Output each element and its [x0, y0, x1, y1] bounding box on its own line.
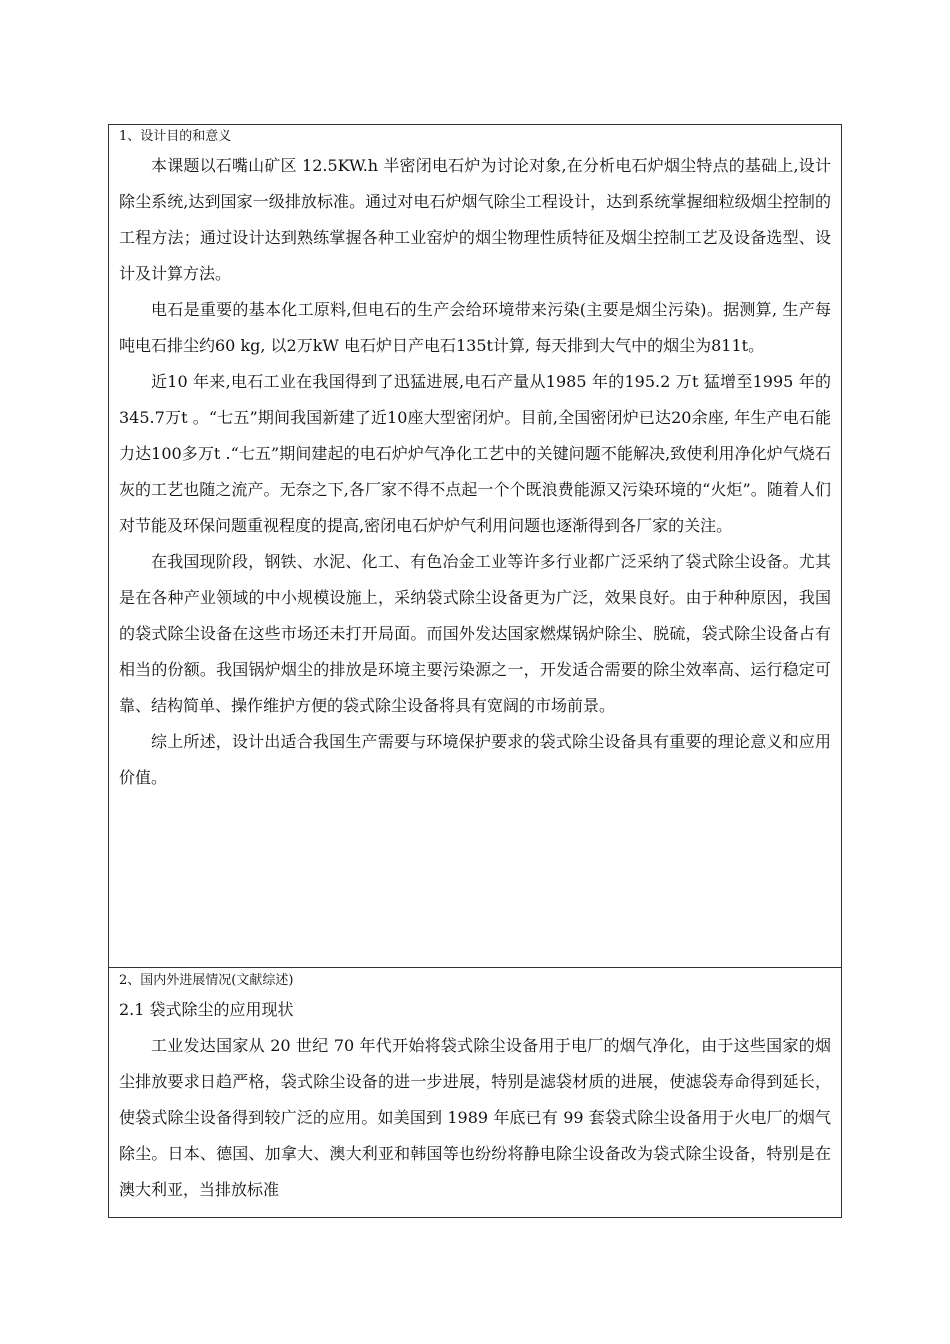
- paragraph: 综上所述，设计出适合我国生产需要与环境保护要求的袋式除尘设备具有重要的理论意义和应用价值。: [119, 732, 831, 787]
- report-table: [108, 124, 842, 1218]
- section-heading: 1、设计目的和意义: [119, 129, 232, 144]
- paragraph: 电石是重要的基本化工原料,但电石的生产会给环境带来污染(主要是烟尘污染)。据测算, 生产每吨电石排尘约60 kg, 以2万kW 电石炉日产电石135t计算, 每天排到大气中的烟尘为811t。: [119, 300, 831, 355]
- paragraph: 本课题以石嘴山矿区 12.5KW.h 半密闭电石炉为讨论对象,在分析电石炉烟尘特点的基础上,设计除尘系统,达到国家一级排放标准。通过对电石炉烟气除尘工程设计，达到系统掌握细粒级烟尘控制的工程方法；通过设计达到熟练掌握各种工业窑炉的烟尘物理性质特征及烟尘控制工艺及设备选型、设计及计算方法。: [119, 156, 831, 283]
- section-design-purpose: [109, 125, 841, 967]
- section-literature-review: [109, 967, 841, 1217]
- subsection-heading: 2.1 袋式除尘的应用现状: [119, 1000, 294, 1019]
- paragraph: 近10 年来,电石工业在我国得到了迅猛进展,电石产量从1985 年的195.2 万t 猛增至1995 年的345.7万t 。“七五”期间我国新建了近10座大型密闭炉。目前,全国密闭炉已达20余座, 年生产电石能力达100多万t .“七五”期间建起的电石炉炉气净化工艺中的关键问题不能解决,致使利用净化炉气烧石灰的工艺也随之流产。无奈之下,各厂家不得不点起一个个既浪费能源又污染环境的“火炬”。随着人们对节能及环保问题重视程度的提高,密闭电石炉炉气利用问题也逐渐得到各厂家的关注。: [119, 372, 831, 535]
- section-heading: 2、国内外进展情况(文献综述): [119, 973, 294, 988]
- paragraph: 工业发达国家从 20 世纪 70 年代开始将袋式除尘设备用于电厂的烟气净化，由于这些国家的烟尘排放要求日趋严格，袋式除尘设备的进一步进展，特别是滤袋材质的进展，使滤袋寿命得到延长，使袋式除尘设备得到较广泛的应用。如美国到 1989 年底已有 99 套袋式除尘设备用于火电厂的烟气除尘。日本、德国、加拿大、澳大利亚和韩国等也纷纷将静电除尘设备改为袋式除尘设备，特别是在澳大利亚，当排放标准: [119, 1036, 831, 1199]
- paragraph: 在我国现阶段，钢铁、水泥、化工、有色冶金工业等许多行业都广泛采纳了袋式除尘设备。尤其是在各种产业领域的中小规模设施上，采纳袋式除尘设备更为广泛，效果良好。由于种种原因，我国的袋式除尘设备在这些市场还未打开局面。而国外发达国家燃煤锅炉除尘、脱硫，袋式除尘设备占有相当的份额。我国锅炉烟尘的排放是环境主要污染源之一，开发适合需要的除尘效率高、运行稳定可靠、结构简单、操作维护方便的袋式除尘设备将具有宽阔的市场前景。: [119, 552, 831, 715]
